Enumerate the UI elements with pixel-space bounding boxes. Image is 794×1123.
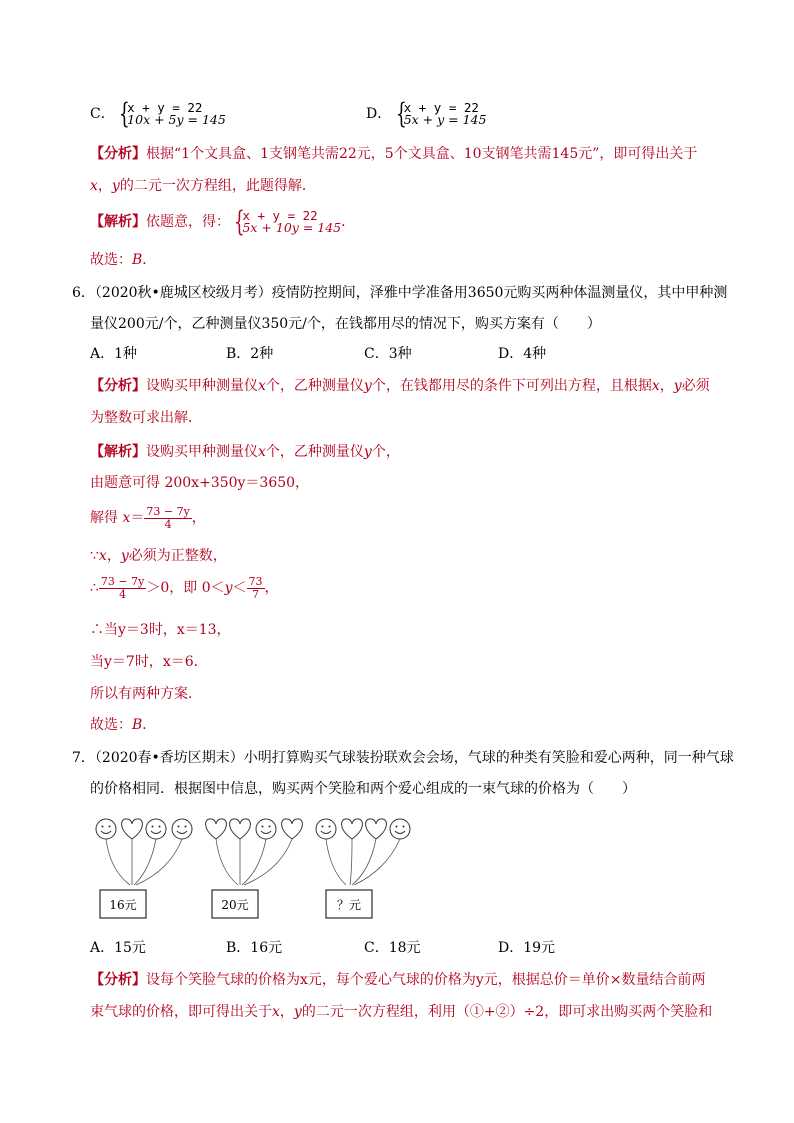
- option-d-eq2: 5x + y = 145: [403, 112, 487, 127]
- q5-analysis-text2: 的二元一次方程组，此题得解．: [119, 178, 316, 194]
- q6-solution-line2: 由题意可得 200x+350y＝3650，: [90, 475, 310, 491]
- fraction: [247, 576, 265, 601]
- balloon-figure: [90, 815, 420, 927]
- q5-solution-eq2: 5x + 10y = 145: [242, 220, 342, 235]
- q7-analysis-text: 的二元一次方程组，利用（: [301, 1004, 470, 1020]
- option-d: [366, 97, 487, 130]
- q6-option-c: C．3种: [364, 346, 412, 362]
- var-x: x: [651, 378, 660, 394]
- q6-solution-text: 设购买甲种测量仪: [146, 444, 258, 460]
- q6-analysis-text: 个，在钱都用尽的条件下可列出方程，且根据: [371, 378, 652, 394]
- var-y: y: [111, 178, 120, 194]
- q5-analysis-line1: [90, 144, 697, 164]
- therefore-symbol: ∴: [90, 580, 99, 596]
- answer-prefix: 故选：: [90, 717, 132, 733]
- option-d-system: { x + y = 22 5x + y = 145: [395, 97, 487, 130]
- q7-option-b: B．16元: [226, 940, 283, 956]
- q6-solution-text: 必须为正整数，: [128, 548, 227, 564]
- price-box-3-label: ？元: [336, 898, 362, 912]
- q6-solution-line6: ∴当y＝3时，x＝13，: [90, 622, 231, 638]
- balloon-bunch-3: [316, 819, 410, 918]
- fraction-denominator: 4: [119, 587, 127, 601]
- fraction-denominator: 4: [164, 517, 172, 531]
- q5-solution: [90, 205, 356, 238]
- fraction-numerator: 73 − 7y: [146, 504, 190, 518]
- answer-value: B: [132, 252, 143, 268]
- because-symbol: ∵: [90, 548, 99, 564]
- q7-analysis-line2: [90, 1002, 712, 1022]
- option-c-eq2: 10x + 5y = 145: [127, 112, 226, 127]
- option-c: [90, 97, 226, 130]
- option-c-system: { x + y = 22 10x + 5y = 145: [119, 97, 226, 130]
- separator: ，: [279, 1004, 294, 1020]
- q5-analysis-line2: [90, 176, 316, 196]
- q7-analysis-text: 束气球的价格，即可得出关于: [90, 1004, 272, 1020]
- var-x: x: [258, 444, 266, 460]
- q7-stem-line1: 7．（2020春•香坊区期末）小明打算购买气球装扮联欢会会场，气球的种类有笑脸和爱心两种，同一种气球: [72, 750, 734, 766]
- q6-option-b: B．2种: [226, 346, 274, 362]
- solution-tag: 【解析】: [90, 444, 146, 460]
- q6-solution-line3: 解得 x＝ $\frac{73 - 7y}{4}$ ，: [90, 504, 206, 531]
- q7-option-d: D．19元: [498, 940, 556, 956]
- balloon-bunch-1: [96, 819, 192, 918]
- q7-analysis-text: 设每个笑脸气球的价格为x元，每个爱心气球的价格为y元，根据总价＝单价×数量结合前两: [146, 972, 706, 988]
- var-y: y: [363, 444, 372, 460]
- comma: ，: [264, 580, 279, 596]
- q6-analysis-text: 设购买甲种测量仪: [146, 378, 258, 394]
- less-than: ＜: [232, 580, 247, 596]
- circled-two: ②: [495, 1004, 510, 1020]
- q6-analysis-line1: 【分析】设购买甲种测量仪x个，乙种测量仪y个，在钱都用尽的条件下可列出方程，且根据x，y必须: [90, 378, 710, 394]
- var-x: x: [258, 378, 266, 394]
- var-y: y: [120, 548, 129, 564]
- fraction: [99, 576, 146, 601]
- q6-analysis-line2: 为整数可求出解．: [90, 410, 202, 426]
- var-y: y: [363, 378, 372, 394]
- equals: ＝: [130, 510, 145, 526]
- fraction-denominator: 7: [252, 587, 260, 601]
- q5-solution-text: 依题意，得：: [146, 214, 230, 230]
- q7-option-a: A．15元: [90, 940, 146, 956]
- q6-solution-line5: [90, 574, 279, 602]
- q5-answer: [90, 250, 156, 270]
- answer-prefix: 故选：: [90, 252, 132, 268]
- option-d-label: D．: [366, 106, 392, 122]
- q7-stem-line2: 的价格相同．根据图中信息，购买两个笑脸和两个爱心组成的一束气球的价格为（ ）: [90, 781, 636, 797]
- q6-solution-text: 个，: [371, 444, 400, 460]
- q5-analysis-text1: 根据“1个文具盒、1支钢笔共需22元，5个文具盒、10支钢笔共需145元”，即可得出关于: [146, 146, 698, 162]
- price-box-1-label: 16元: [109, 898, 137, 912]
- separator: ，: [97, 178, 112, 194]
- q6-option-d: D．4种: [498, 346, 547, 362]
- q6-solution-line8: 所以有两种方案．: [90, 686, 202, 702]
- option-c-label: C．: [90, 106, 115, 122]
- var-x: x: [90, 178, 98, 194]
- q5-solution-eq1: x + y = 22: [242, 208, 318, 223]
- q6-solution-line4: [90, 546, 227, 566]
- var-x: x: [98, 548, 107, 564]
- answer-value: B: [132, 717, 143, 733]
- q5-solution-system: { x + y = 22 5x + 10y = 145: [234, 205, 342, 238]
- q6-solution-text: 解得: [90, 510, 118, 526]
- q6-solution-text: ＞0，即 0＜: [146, 580, 225, 596]
- q6-analysis-text: 个，乙种测量仪: [265, 378, 364, 394]
- q6-option-a: A．1种: [90, 346, 138, 362]
- q6-solution-line7: 当y＝7时，x＝6．: [90, 654, 208, 670]
- q6-answer: [90, 715, 156, 735]
- period: ．: [341, 214, 356, 230]
- var-y: y: [224, 580, 233, 596]
- q7-option-c: C．18元: [364, 940, 421, 956]
- var-x: x: [272, 1004, 280, 1020]
- q6-stem-line2: 量仪200元/个，乙种测量仪350元/个，在钱都用尽的情况下，购买方案有（ ）: [90, 316, 601, 332]
- option-d-eq1: x + y = 22: [403, 100, 479, 115]
- q6-solution-text: 个，乙种测量仪: [265, 444, 364, 460]
- fraction-numerator: 73: [248, 574, 263, 588]
- price-box-2-label: 20元: [221, 898, 249, 912]
- var-y: y: [673, 378, 682, 394]
- period: ．: [142, 252, 157, 268]
- balloon-bunch-2: [206, 819, 303, 918]
- q6-stem-line1: 6．（2020秋•鹿城区校级月考）疫情防控期间，泽雅中学准备用3650元购买两种体温测量仪，其中甲种测: [72, 285, 728, 301]
- analysis-tag: 【分析】: [90, 972, 146, 988]
- circled-one: ①: [469, 1004, 484, 1020]
- var-y: y: [293, 1004, 302, 1020]
- fraction-numerator: 73 − 7y: [100, 574, 145, 588]
- q7-analysis-text: ）÷2，即可求出购买两个笑脸和: [509, 1004, 713, 1020]
- fraction: [144, 506, 191, 531]
- period: ．: [142, 717, 157, 733]
- option-c-eq1: x + y = 22: [127, 100, 203, 115]
- var-x: x: [122, 510, 131, 526]
- plus-sign: +: [483, 1004, 496, 1020]
- separator: ，: [659, 378, 674, 394]
- q7-analysis-line1: [90, 970, 706, 990]
- analysis-tag: 【分析】: [90, 146, 146, 162]
- separator: ，: [106, 548, 121, 564]
- solution-tag: 【解析】: [90, 214, 146, 230]
- analysis-tag: 【分析】: [90, 378, 146, 394]
- q6-solution-line1: [90, 442, 400, 462]
